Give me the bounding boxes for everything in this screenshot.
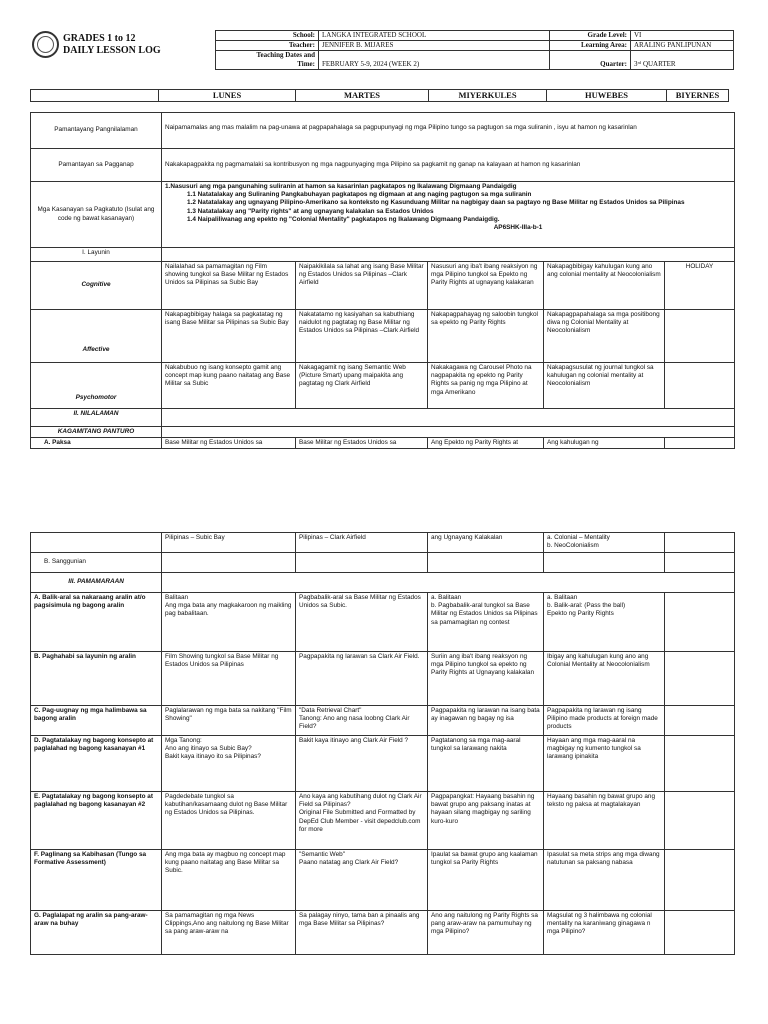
dates-label-line-2: Time:	[297, 60, 315, 68]
sanggunian-miyerkules	[428, 553, 544, 573]
row-e-miyerkules: Pagpapangkat: Hayaang basahin ng bawat grupo ang paksang inatas at hayaan silang magbigay ng sariling kuro-kuro	[428, 792, 544, 850]
row-a-biyernes	[665, 593, 735, 652]
sanggunian-lunes	[162, 553, 296, 573]
day-biyernes: BIYERNES	[667, 90, 729, 102]
kasanayan-code: AP6SHK-IIIa-b-1	[493, 223, 543, 231]
title-line-2: DAILY LESSON LOG	[63, 45, 161, 56]
paksa-cont-lunes: Pilipinas – Subic Bay	[162, 533, 296, 553]
psychomotor-martes: Nakagagamit ng isang Semantic Web (Picture Smart) upang maipakita ang pagtatag ng Clark Airfield	[296, 363, 428, 409]
layunin-blank	[162, 248, 735, 262]
kasanayan-cell	[162, 182, 735, 248]
affective-label: Affective	[31, 310, 162, 363]
paksa-cont-martes: Pilipinas – Clark Airfield	[296, 533, 428, 553]
row-f-martes: "Semantic Web" Paano natatag ang Clark Air Field?	[296, 850, 428, 911]
title-line-1: GRADES 1 to 12	[63, 33, 136, 44]
row-c-martes: "Data Retrieval Chart" Tanong: Ano ang nasa loobng Clark Air Field?	[296, 706, 428, 736]
row-g-miyerkules: Ano ang naitulong ng Parity Rights sa pang araw-araw na pamumuhay ng mga Pilipino?	[428, 911, 544, 955]
row-e-label: E. Pagtatalakay ng bagong konsepto at paglalahad ng bagong kasanayan #2	[31, 792, 162, 850]
affective-huwebes: Nakapagpapahalaga sa mga positibong diwa ng Colonial Mentality at Neocolonialism	[544, 310, 665, 363]
paksa-miyerkules: Ang Epekto ng Parity Rights at	[428, 438, 544, 449]
kasanayan-1-4: 1.4 Naipaliliwanag ang epekto ng "Colonial Mentality" pagkatapos ng Ikalawang Digmaang Pandaigdig.	[187, 215, 500, 223]
row-a-martes: Pagbabalik-aral sa Base Militar ng Estados Unidos sa Subic.	[296, 593, 428, 652]
row-f-label: F. Paglinang sa Kabihasan (Tungo sa Formative Assessment)	[31, 850, 162, 911]
psychomotor-lunes: Nakabubuo ng isang konsepto gamit ang concept map kung paano naitatag ang Base Militar sa Subic	[162, 363, 296, 409]
log-title	[63, 33, 161, 57]
paksa-martes: Base Militar ng Estados Unidos sa	[296, 438, 428, 449]
affective-lunes: Nakapagbibigay halaga sa pagkatatag ng isang Base Militar sa Pilipinas sa Subic Bay	[162, 310, 296, 363]
row-b-miyerkules: Suriin ang iba't ibang reaksyon ng mga Pilipino tungkol sa epekto ng Parity Rights at Ugnayang kalakalan	[428, 652, 544, 706]
paksa-cont-biyernes	[665, 533, 735, 553]
row-c-label: C. Pag-uugnay ng mga halimbawa sa bagong aralin	[31, 706, 162, 736]
kagamitan-blank	[162, 427, 735, 438]
row-d-miyerkules: Pagtatanong sa mga mag-aaral tungkol sa larawang nakita	[428, 736, 544, 792]
pamantayang-label: Pamantayang Pangnilalaman	[31, 113, 162, 149]
cognitive-lunes: Nailalahad sa pamamagitan ng Film showing tungkol sa Base Militar ng Estados Unidos sa Pilipinas sa Subic Bay	[162, 262, 296, 310]
row-f-huwebes: Ipasulat sa meta strips ang mga diwang natutunan sa paksang nabasa	[544, 850, 665, 911]
affective-biyernes	[665, 310, 735, 363]
pamantayang-text: Naipamamalas ang mas malalim na pag-unawa at pagpapahalaga sa pagpupunyagi ng mga Pilipino tungo sa pagtugon sa mga suliranin , isyu at hamon ng kasarinlan	[162, 113, 735, 149]
pagganap-text: Nakakapagpakita ng pagmamalaki sa kontribusyon ng mga nagpunyaging mga Pilipino sa pagkamit ng ganap na kalayaan at hamon ng kasarinlan	[162, 149, 735, 182]
pagganap-label: Pamantayan sa Pagganap	[31, 149, 162, 182]
row-b-huwebes: Ibigay ang kahulugan kung ano ang Colonial Mentality at Neocolonialism	[544, 652, 665, 706]
holiday-label: HOLIDAY	[665, 262, 735, 310]
quarter-label: Quarter:	[550, 51, 631, 70]
dates-label	[216, 51, 319, 70]
nilalaman-label: II. NILALAMAN	[31, 409, 162, 427]
psychomotor-miyerkules: Nakakagawa ng Carousel Photo na nagpapakita ng epekto ng Parity Rights sa panig ng mga Pilipino at mga Amerikano	[428, 363, 544, 409]
sanggunian-huwebes	[544, 553, 665, 573]
pamamaraan-label: III. PAMAMARAAN	[31, 573, 162, 593]
row-d-martes: Bakit kaya itinayo ang Clark Air Field ?	[296, 736, 428, 792]
teacher-label: Teacher:	[216, 41, 319, 51]
row-c-biyernes	[665, 706, 735, 736]
quarter-value: 3ʳᵈ QUARTER	[631, 51, 734, 70]
row-g-huwebes: Magsulat ng 3 halimbawa ng colonial mentality na karaniwang ginagawa n mga Pilipino?	[544, 911, 665, 955]
row-f-lunes: Ang mga bata ay magbuo ng concept map kung paano naitatag ang Base Militar sa Subic.	[162, 850, 296, 911]
affective-martes: Nakatatamo ng kasiyahan sa kabuthiang naidulot ng pagtatag ng Base Militar ng Estados Unidos sa Pilipinas –Clark Airfield	[296, 310, 428, 363]
psychomotor-biyernes	[665, 363, 735, 409]
row-b-lunes: Film Showing tungkol sa Base Militar ng Estados Unidos sa Pilipinas	[162, 652, 296, 706]
cognitive-miyerkules: Nasusuri ang iba't ibang reaksiyon ng mga Pilipino tungkol sa Epekto ng Parity Rights at ugnayang kalakaran	[428, 262, 544, 310]
row-g-martes: Sa palagay ninyo, tama ban a pinaalis ang mga Base Militar sa Pilipinas?	[296, 911, 428, 955]
day-huwebes: HUWEBES	[547, 90, 667, 102]
cognitive-martes: Naipakikilala sa lahat ang isang Base Militar ng Estados Unidos sa Pilipinas –Clark Airfield	[296, 262, 428, 310]
school-value: LANGKA INTEGRATED SCHOOL	[319, 31, 550, 41]
day-martes: MARTES	[296, 90, 429, 102]
row-e-lunes: Pagdedebate tungkol sa kabutihan/kasamaang dulot ng Base Militar ng Estados Unidos sa Pilipinas.	[162, 792, 296, 850]
kasanayan-label: Mga Kasanayan sa Pagkatuto (Isulat ang code ng bawat kasanayan)	[31, 182, 162, 248]
row-a-label: A. Balik-aral sa nakaraang aralin at/o pagsisimula ng bagong aralin	[31, 593, 162, 652]
row-a-huwebes: a. Balitaan b. Balik-aral: (Pass the ball) Epekto ng Parity Rights	[544, 593, 665, 652]
deped-seal-logo	[32, 31, 59, 58]
kasanayan-main: 1.Nasusuri ang mga pangunahing suliranin at hamon sa kasarinlan pagkatapos ng Ikalawang Digmaang Pandaigdig	[165, 183, 517, 190]
row-d-label: D. Pagtatalakay ng bagong konsepto at paglalahad ng bagong kasanayan #1	[31, 736, 162, 792]
days-header-table	[30, 89, 729, 102]
day-miyerkules: MIYERKULES	[429, 90, 547, 102]
sanggunian-martes	[296, 553, 428, 573]
paksa-label: A. Paksa	[31, 438, 162, 449]
kagamitan-label: KAGAMITANG PANTURO	[31, 427, 162, 438]
dates-value: FEBRUARY 5-9, 2024 (WEEK 2)	[319, 51, 550, 70]
row-c-miyerkules: Pagpapakita ng larawan na isang bata ay inagawan ng bagay ng isa	[428, 706, 544, 736]
row-d-biyernes	[665, 736, 735, 792]
paksa-cont-miyerkules: ang Ugnayang Kalakalan	[428, 533, 544, 553]
paksa-cont-label	[31, 533, 162, 553]
sanggunian-biyernes	[665, 553, 735, 573]
row-g-biyernes	[665, 911, 735, 955]
cognitive-label: Cognitive	[31, 262, 162, 310]
paksa-huwebes: Ang kahulugan ng	[544, 438, 665, 449]
row-b-label: B. Paghahabi sa layunin ng aralin	[31, 652, 162, 706]
layunin-label: I. Layunin	[31, 248, 162, 262]
row-b-biyernes	[665, 652, 735, 706]
row-e-martes: Ano kaya ang kabutihang dulot ng Clark Air Field sa Pilipinas? Original File Submitted and Formatted by DepEd Club Member - visit depedclub.com for more	[296, 792, 428, 850]
affective-miyerkules: Nakapagpahayag ng saloobin tungkol sa epekto ng Parity Rights	[428, 310, 544, 363]
row-e-biyernes	[665, 792, 735, 850]
row-c-lunes: Paglalarawan ng mga bata sa nakitang "Film Showing"	[162, 706, 296, 736]
row-a-miyerkules: a. Balitaan b. Pagbabalik-aral tungkol sa Base Militar ng Estados Unidos sa Pilipinas sa pamamagitan ng contest	[428, 593, 544, 652]
row-a-lunes: Balitaan Ang mga bata any magkakaroon ng maikling pag babalitaan.	[162, 593, 296, 652]
cognitive-huwebes: Nakapagbibigay kahulugan kung ano ang colonial mentality at Neocolonialism	[544, 262, 665, 310]
area-value: ARALING PANLIPUNAN	[631, 41, 734, 51]
paksa-cont-huwebes: a. Colonial – Mentality b. NeoColonialism	[544, 533, 665, 553]
psychomotor-huwebes: Nakapagsusulat ng journal tungkol sa kahulugan ng colonial mentality at Neocolonialism	[544, 363, 665, 409]
paksa-lunes: Base Militar ng Estados Unidos sa	[162, 438, 296, 449]
row-g-label: G. Paglalapat ng aralin sa pang-araw-araw na buhay	[31, 911, 162, 955]
nilalaman-blank	[162, 409, 735, 427]
psychomotor-label: Psychomotor	[31, 363, 162, 409]
row-b-martes: Pagpapakita ng larawan sa Clark Air Field.	[296, 652, 428, 706]
grade-label: Grade Level:	[550, 31, 631, 41]
row-g-lunes: Sa pamamagitan ng mga News Clippings,Ano ang naitulong ng Base Militar sa pang araw-araw na	[162, 911, 296, 955]
kasanayan-1-2: 1.2 Natatalakay ang ugnayang Pilipino-Amerikano sa konteksto ng Kasunduang Militar na nagbigay daan sa pagtayo ng Base Militar ng Estados Unidos sa Pilipinas	[187, 199, 685, 207]
kasanayan-1-1: 1.1 Natatalakay ang Suliraning Pangkabuhayan pagkatapos ng digmaan at ang naging pagtugon sa mga suliranin	[187, 191, 532, 199]
days-blank-cell	[31, 90, 159, 102]
row-d-huwebes: Hayaan ang mga mag-aaral na magbigay ng kumento tungkol sa larawang ipinakita	[544, 736, 665, 792]
day-lunes: LUNES	[159, 90, 296, 102]
teacher-value: JENNIFER B. MIJARES	[319, 41, 550, 51]
pamamaraan-blank	[162, 573, 735, 593]
header-info-table	[215, 30, 734, 70]
sanggunian-label: B. Sanggunian	[31, 553, 162, 573]
kasanayan-1-3: 1.3 Natatalakay ang "Parity rights" at ang ugnayang kalakalan sa Estados Unidos	[187, 207, 434, 215]
row-e-huwebes: Hayaang basahin ng bawat grupo ang teksto ng paksa at magtalakayan	[544, 792, 665, 850]
dates-label-line-1: Teaching Dates and	[256, 51, 315, 59]
school-label: School:	[216, 31, 319, 41]
row-d-lunes: Mga Tanong: Ano ang itinayo sa Subic Bay? Bakit kaya itinayo ito sa Pilipinas?	[162, 736, 296, 792]
grade-value: VI	[631, 31, 734, 41]
lesson-table-page-1	[30, 112, 735, 449]
paksa-biyernes	[665, 438, 735, 449]
row-f-miyerkules: Ipaulat sa bawat grupo ang kaalaman tungkol sa Parity Rights	[428, 850, 544, 911]
lesson-table-page-2	[30, 532, 735, 955]
row-c-huwebes: Pagpapakita ng larawan ng isang Pilipino made products at foreign made products	[544, 706, 665, 736]
area-label: Learning Area:	[550, 41, 631, 51]
row-f-biyernes	[665, 850, 735, 911]
